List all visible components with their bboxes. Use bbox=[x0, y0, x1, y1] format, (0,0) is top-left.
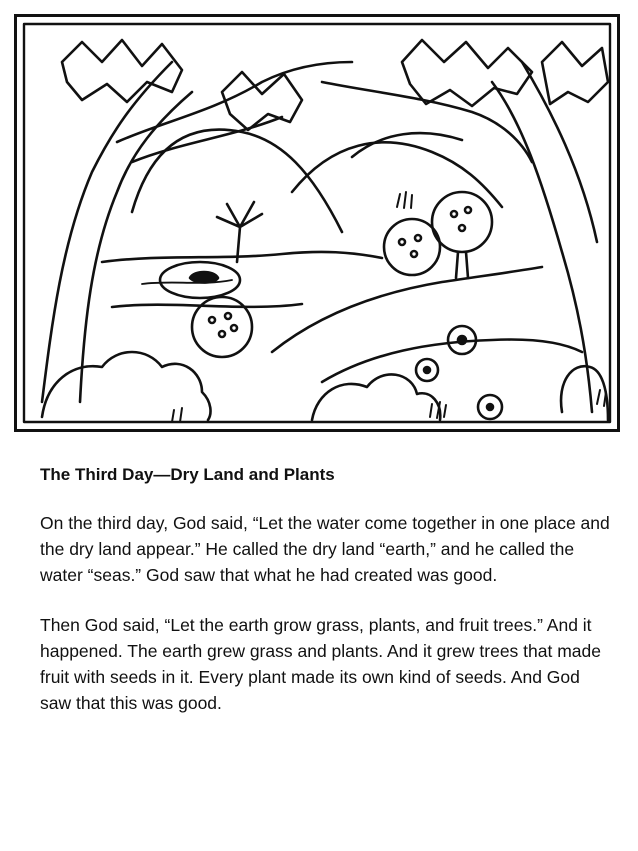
bush-bottom-mid bbox=[312, 374, 440, 420]
rock-right bbox=[561, 366, 608, 420]
grass-tuft-3 bbox=[172, 408, 182, 422]
river-bank-bottom bbox=[112, 304, 302, 307]
story-title: The Third Day—Dry Land and Plants bbox=[40, 465, 335, 484]
flower-2-center bbox=[424, 367, 430, 373]
hill-left bbox=[132, 130, 342, 232]
inner-border bbox=[24, 24, 610, 422]
right-tree-trunk-inner bbox=[522, 62, 597, 242]
fruit-2b bbox=[415, 235, 421, 241]
left-tree-trunk-inner bbox=[80, 92, 192, 402]
fruit-3c bbox=[219, 331, 225, 337]
flower-1-center bbox=[458, 336, 466, 344]
canopy-leaves-right bbox=[402, 40, 532, 106]
fruit-2c bbox=[411, 251, 417, 257]
river-bank-top bbox=[102, 252, 382, 262]
foreground-hill-2 bbox=[322, 340, 582, 383]
fruit-1a bbox=[451, 211, 457, 217]
left-tree-branch-2 bbox=[132, 117, 282, 162]
fruit-2a bbox=[399, 239, 405, 245]
fruit-3b bbox=[225, 313, 231, 319]
bush-bottom-left bbox=[42, 352, 210, 420]
water-ripple bbox=[142, 280, 232, 284]
pond-island-spot bbox=[190, 272, 218, 283]
fruit-1b bbox=[465, 207, 471, 213]
flower-3-center bbox=[487, 404, 493, 410]
coloring-page-illustration bbox=[22, 22, 612, 424]
fruit-1c bbox=[459, 225, 465, 231]
story-text bbox=[40, 462, 610, 740]
fruit-3d bbox=[231, 325, 237, 331]
fruit-tree-trunk-1 bbox=[456, 252, 468, 278]
story-paragraph-1: On the third day, God said, “Let the water come together in one place and the dry land appear.” He called the dry land “earth,” and he called the water “seas.” God saw that what he had created was good. bbox=[40, 513, 610, 585]
fruit-tree-crown-2 bbox=[384, 219, 440, 275]
canopy-leaves-far-right bbox=[542, 42, 608, 104]
story-paragraph-2: Then God said, “Let the earth grow grass, plants, and fruit trees.” And it happened. The earth grew grass and plants. And it grew trees that made fruit with seeds in it. Every plant made its own kind of seeds. And God saw that this was good. bbox=[40, 615, 601, 713]
fruit-3a bbox=[209, 317, 215, 323]
grass-tuft-1 bbox=[397, 192, 412, 208]
palm-plant bbox=[217, 202, 262, 262]
left-tree-trunk bbox=[42, 62, 172, 402]
illustration-frame bbox=[14, 14, 620, 432]
